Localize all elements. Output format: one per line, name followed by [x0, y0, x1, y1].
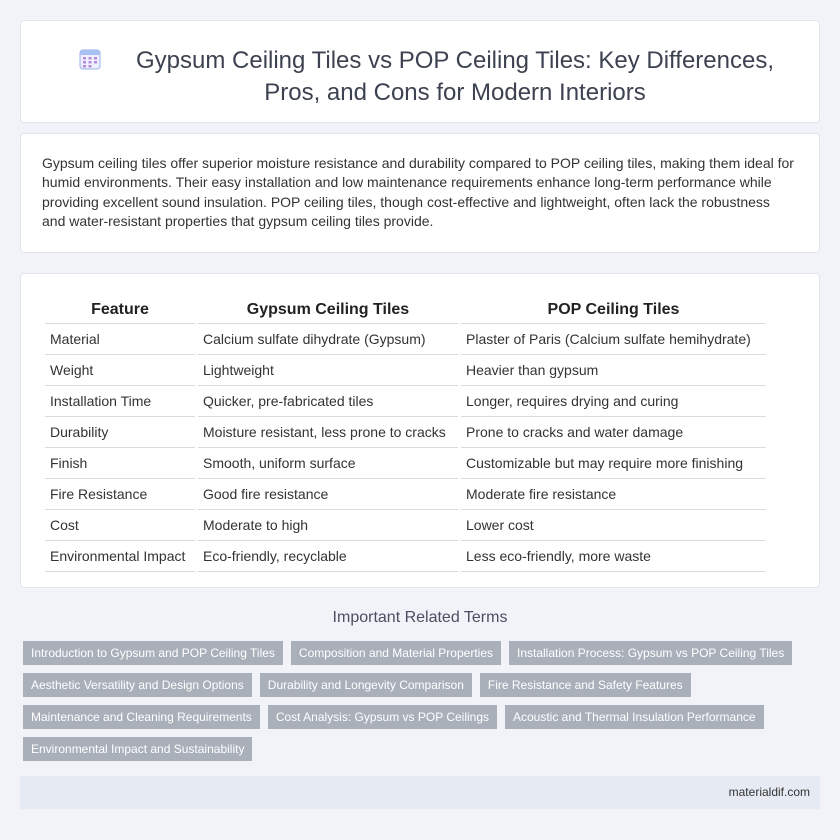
feature-cell: Fire Resistance [45, 479, 195, 510]
header-pop: POP Ceiling Tiles [461, 294, 766, 324]
table-header-row [45, 294, 766, 324]
feature-cell: Finish [45, 448, 195, 479]
gypsum-cell: Lightweight [198, 355, 458, 386]
table-row [45, 417, 766, 448]
gypsum-cell: Eco-friendly, recyclable [198, 541, 458, 572]
related-term-tag[interactable]: Environmental Impact and Sustainability [23, 737, 252, 761]
title-card [20, 20, 820, 123]
table-row [45, 355, 766, 386]
gypsum-cell: Good fire resistance [198, 479, 458, 510]
table-row [45, 386, 766, 417]
feature-cell: Durability [45, 417, 195, 448]
feature-cell: Environmental Impact [45, 541, 195, 572]
footer-site[interactable]: materialdif.com [728, 785, 810, 799]
page-title: Gypsum Ceiling Tiles vs POP Ceiling Tiles: Key Differences, Pros, and Cons for Modern Interiors [135, 47, 775, 106]
feature-cell: Installation Time [45, 386, 195, 417]
summary-card [20, 133, 820, 253]
pop-cell: Longer, requires drying and curing [461, 386, 766, 417]
gypsum-cell: Calcium sulfate dihydrate (Gypsum) [198, 324, 458, 355]
pop-cell: Lower cost [461, 510, 766, 541]
table-row [45, 324, 766, 355]
gypsum-cell: Quicker, pre-fabricated tiles [198, 386, 458, 417]
table-row [45, 448, 766, 479]
related-term-tag[interactable]: Acoustic and Thermal Insulation Performance [505, 705, 764, 729]
pop-cell: Heavier than gypsum [461, 355, 766, 386]
table-row [45, 510, 766, 541]
feature-cell: Cost [45, 510, 195, 541]
comparison-card [20, 273, 820, 588]
feature-cell: Weight [45, 355, 195, 386]
related-term-tag[interactable]: Cost Analysis: Gypsum vs POP Ceilings [268, 705, 497, 729]
related-term-tag[interactable]: Composition and Material Properties [291, 641, 501, 665]
related-terms-tags [23, 641, 803, 761]
header-feature: Feature [45, 294, 195, 324]
footer [20, 776, 820, 809]
pop-cell: Plaster of Paris (Calcium sulfate hemihydrate) [461, 324, 766, 355]
related-terms-title: Important Related Terms [332, 609, 508, 626]
pop-cell: Less eco-friendly, more waste [461, 541, 766, 572]
comparison-table [42, 294, 769, 572]
related-term-tag[interactable]: Fire Resistance and Safety Features [480, 673, 691, 697]
table-row [45, 479, 766, 510]
related-term-tag[interactable]: Maintenance and Cleaning Requirements [23, 705, 260, 729]
pop-cell: Prone to cracks and water damage [461, 417, 766, 448]
table-row [45, 541, 766, 572]
calendar-grid-icon [79, 48, 101, 70]
pop-cell: Customizable but may require more finishing [461, 448, 766, 479]
header-gypsum: Gypsum Ceiling Tiles [198, 294, 458, 324]
related-term-tag[interactable]: Aesthetic Versatility and Design Options [23, 673, 252, 697]
related-term-tag[interactable]: Installation Process: Gypsum vs POP Ceiling Tiles [509, 641, 792, 665]
pop-cell: Moderate fire resistance [461, 479, 766, 510]
summary-text: Gypsum ceiling tiles offer superior moisture resistance and durability compared to POP ceiling tiles, making them ideal for humid environments. Their easy installation and low maintenance requirements enhance long-term performance while providing excellent sound insulation. POP ceiling tiles, though cost-effective and lightweight, often lack the robustness and water-resistant properties that gypsum ceiling tiles provide. [42, 155, 794, 229]
related-term-tag[interactable]: Durability and Longevity Comparison [260, 673, 472, 697]
gypsum-cell: Moderate to high [198, 510, 458, 541]
related-term-tag[interactable]: Introduction to Gypsum and POP Ceiling Tiles [23, 641, 283, 665]
gypsum-cell: Moisture resistant, less prone to cracks [198, 417, 458, 448]
gypsum-cell: Smooth, uniform surface [198, 448, 458, 479]
feature-cell: Material [45, 324, 195, 355]
